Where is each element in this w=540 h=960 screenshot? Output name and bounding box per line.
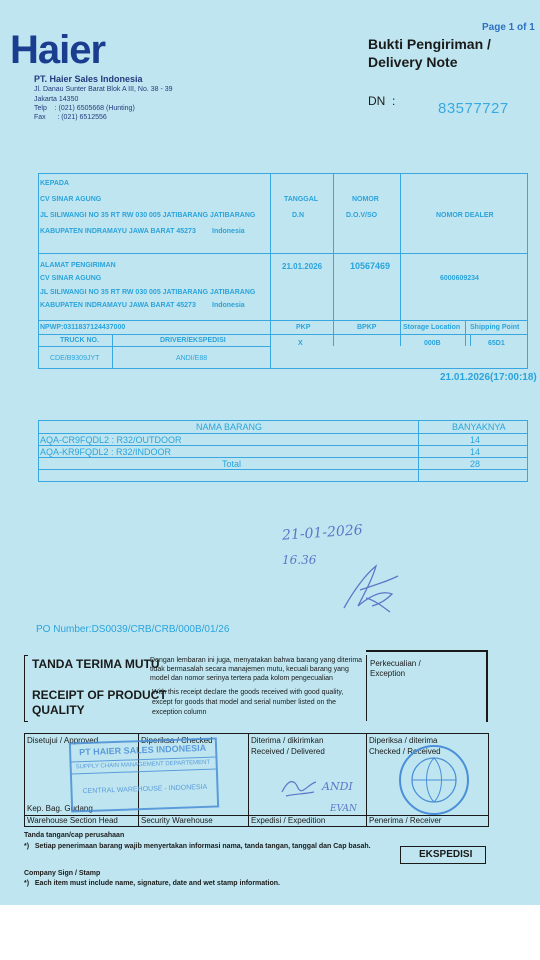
sign-note-label-id: Tanda tangan/cap perusahaan	[24, 832, 125, 839]
expedition-signature	[280, 774, 320, 800]
date-value: 21.01.2026	[282, 262, 323, 271]
shipping-value: 65D1	[488, 340, 505, 347]
receipt-text-id-3: model dan nomor serinya tertera pada kolom pengecualian	[150, 675, 333, 682]
page-label: Page 1 of 1	[482, 22, 535, 33]
storage-value: 000B	[424, 340, 441, 347]
storage-location-label: Storage Location	[403, 324, 461, 331]
receiver-round-stamp	[396, 742, 472, 818]
alamat-address-2: KABUPATEN INDRAMAYU JAWA BARAT 45273	[40, 302, 196, 309]
approved-label: Disetujui / Approved	[27, 736, 99, 745]
receipt-text-en-2: except for goods that model and serial number listed on the	[152, 699, 337, 706]
receipt-text-id-1: Dengan lembaran ini juga, menyatakan bahwa barang yang diterima	[150, 657, 363, 664]
received-label-2: Received / Delivered	[251, 747, 325, 756]
driver-label: DRIVER/EKSPEDISI	[160, 337, 226, 344]
receiver-sub: Penerima / Receiver	[369, 816, 442, 825]
checked-label: Diperiksa / Checked	[141, 736, 213, 745]
ekspedisi-box	[400, 846, 486, 864]
receipt-text-id-2: tidak bermasalah secara manajemen mutu, kecuali barang yang	[150, 666, 349, 673]
signature-scribble	[336, 560, 406, 616]
kepada-country: Indonesia	[212, 228, 245, 235]
kepada-name: CV SINAR AGUNG	[40, 196, 102, 203]
haier-logo: Haier	[10, 28, 106, 72]
receipt-title-en-1: RECEIPT OF PRODUCT	[32, 688, 167, 702]
truck-label: TRUCK NO.	[60, 337, 99, 344]
doc-title-en: Delivery Note	[368, 54, 458, 70]
tanggal-label: TANGGAL	[284, 196, 319, 203]
truck-value: CDE/B9309JYT	[50, 355, 100, 362]
receipt-title-id: TANDA TERIMA MUTU	[32, 657, 160, 671]
company-name: PT. Haier Sales Indonesia	[34, 74, 143, 84]
npwp: NPWP:0311837124437000	[40, 324, 126, 331]
item-row-2-qty: 14	[470, 447, 481, 457]
item-row-1-name: AQA-CR9FQDL2 : R32/OUTDOOR	[40, 435, 182, 445]
approved-sub-2: Warehouse Section Head	[27, 816, 118, 825]
exception-label-1: Perkecualian /	[370, 659, 421, 668]
kepada-label: KEPADA	[40, 180, 70, 187]
dealer-value: 6000609234	[440, 275, 479, 282]
item-row-2-name: AQA-KR9FQDL2 : R32/INDOOR	[40, 447, 172, 457]
sign-note-id: *) Setiap penerimaan barang wajib menyertakan informasi nama, tanda tangan, tanggal dan Cap basah.	[24, 843, 371, 850]
total-label: Total	[222, 459, 242, 469]
company-address-1: Jl. Danau Sunter Barat Blok A III, No. 38 - 39	[34, 86, 173, 93]
nomor-sub: D.O.V/SO	[346, 212, 378, 219]
warehouse-stamp: PT HAIER SALES INDONESIA SUPPLY CHAIN MANAGEMENT DEPARTEMENT CENTRAL WAREHOUSE - INDONESIA	[69, 737, 219, 812]
doc-title-id: Bukti Pengiriman /	[368, 36, 491, 52]
nomor-label: NOMOR	[352, 196, 379, 203]
nomor-dealer-label: NOMOR DEALER	[436, 212, 494, 219]
pkp-label: PKP	[296, 324, 311, 331]
total-value: 28	[470, 459, 481, 469]
sign-note-label-en: Company Sign / Stamp	[24, 870, 101, 877]
alamat-address-1: JL SILIWANGI NO 35 RT RW 030 005 JATIBARANG JATIBARANG	[40, 289, 256, 296]
dn-label: DN :	[368, 94, 396, 108]
col-nama-barang: NAMA BARANG	[196, 422, 263, 432]
tanggal-sub: D.N	[292, 212, 305, 219]
sign-note-en: *) Each item must include name, signature, date and wet stamp information.	[24, 880, 280, 887]
receiver-label-2: Checked / Received	[369, 747, 441, 756]
alamat-country: Indonesia	[212, 302, 245, 309]
handwritten-time: 16.36	[282, 553, 317, 567]
kepada-address-2: KABUPATEN INDRAMAYU JAWA BARAT 45273	[40, 228, 196, 235]
approved-sub-1: Kep. Bag. Gudang	[27, 804, 93, 813]
receipt-title-en-2: QUALITY	[32, 703, 85, 717]
ekspedisi-label: EKSPEDISI	[419, 849, 473, 860]
item-row-1-qty: 14	[470, 435, 481, 445]
driver-value: ANDI/E88	[176, 355, 208, 362]
col-banyaknya: BANYAKNYA	[452, 422, 506, 432]
checked-sub: Security Warehouse	[141, 816, 213, 825]
alamat-name: CV SINAR AGUNG	[40, 275, 102, 282]
receiver-label-1: Diperiksa / diterima	[369, 736, 438, 745]
dn-number: 83577727	[438, 100, 509, 117]
handwritten-date: 21-01-2026	[281, 522, 364, 544]
handwritten-received-name-2: EVAN	[330, 804, 357, 814]
company-fax: Fax : (021) 6512556	[34, 114, 107, 121]
handwritten-received-name: ANDI	[322, 780, 353, 793]
alamat-label: ALAMAT PENGIRIMAN	[40, 262, 116, 269]
bpkp-label: BPKP	[357, 324, 377, 331]
po-number: PO Number:DS0039/CRB/CRB/000B/01/26	[36, 624, 230, 635]
company-phone: Telp : (021) 6505668 (Hunting)	[34, 105, 135, 112]
received-sub: Expedisi / Expedition	[251, 816, 326, 825]
pkp-value: X	[298, 340, 303, 347]
exception-label-2: Exception	[370, 669, 406, 678]
shipping-point-label: Shipping Point	[470, 324, 520, 331]
print-timestamp: 21.01.2026(17:00:18)	[440, 372, 537, 383]
company-address-2: Jakarta 14350	[34, 96, 79, 103]
receipt-text-en-3: exception column	[152, 709, 207, 716]
received-label-1: Diterima / dikirimkan	[251, 736, 324, 745]
kepada-address-1: JL SILIWANGI NO 35 RT RW 030 005 JATIBARANG JATIBARANG	[40, 212, 256, 219]
so-value: 10567469	[350, 261, 391, 271]
receipt-text-en-1: With this receipt declare the goods received with good quality,	[152, 689, 344, 696]
